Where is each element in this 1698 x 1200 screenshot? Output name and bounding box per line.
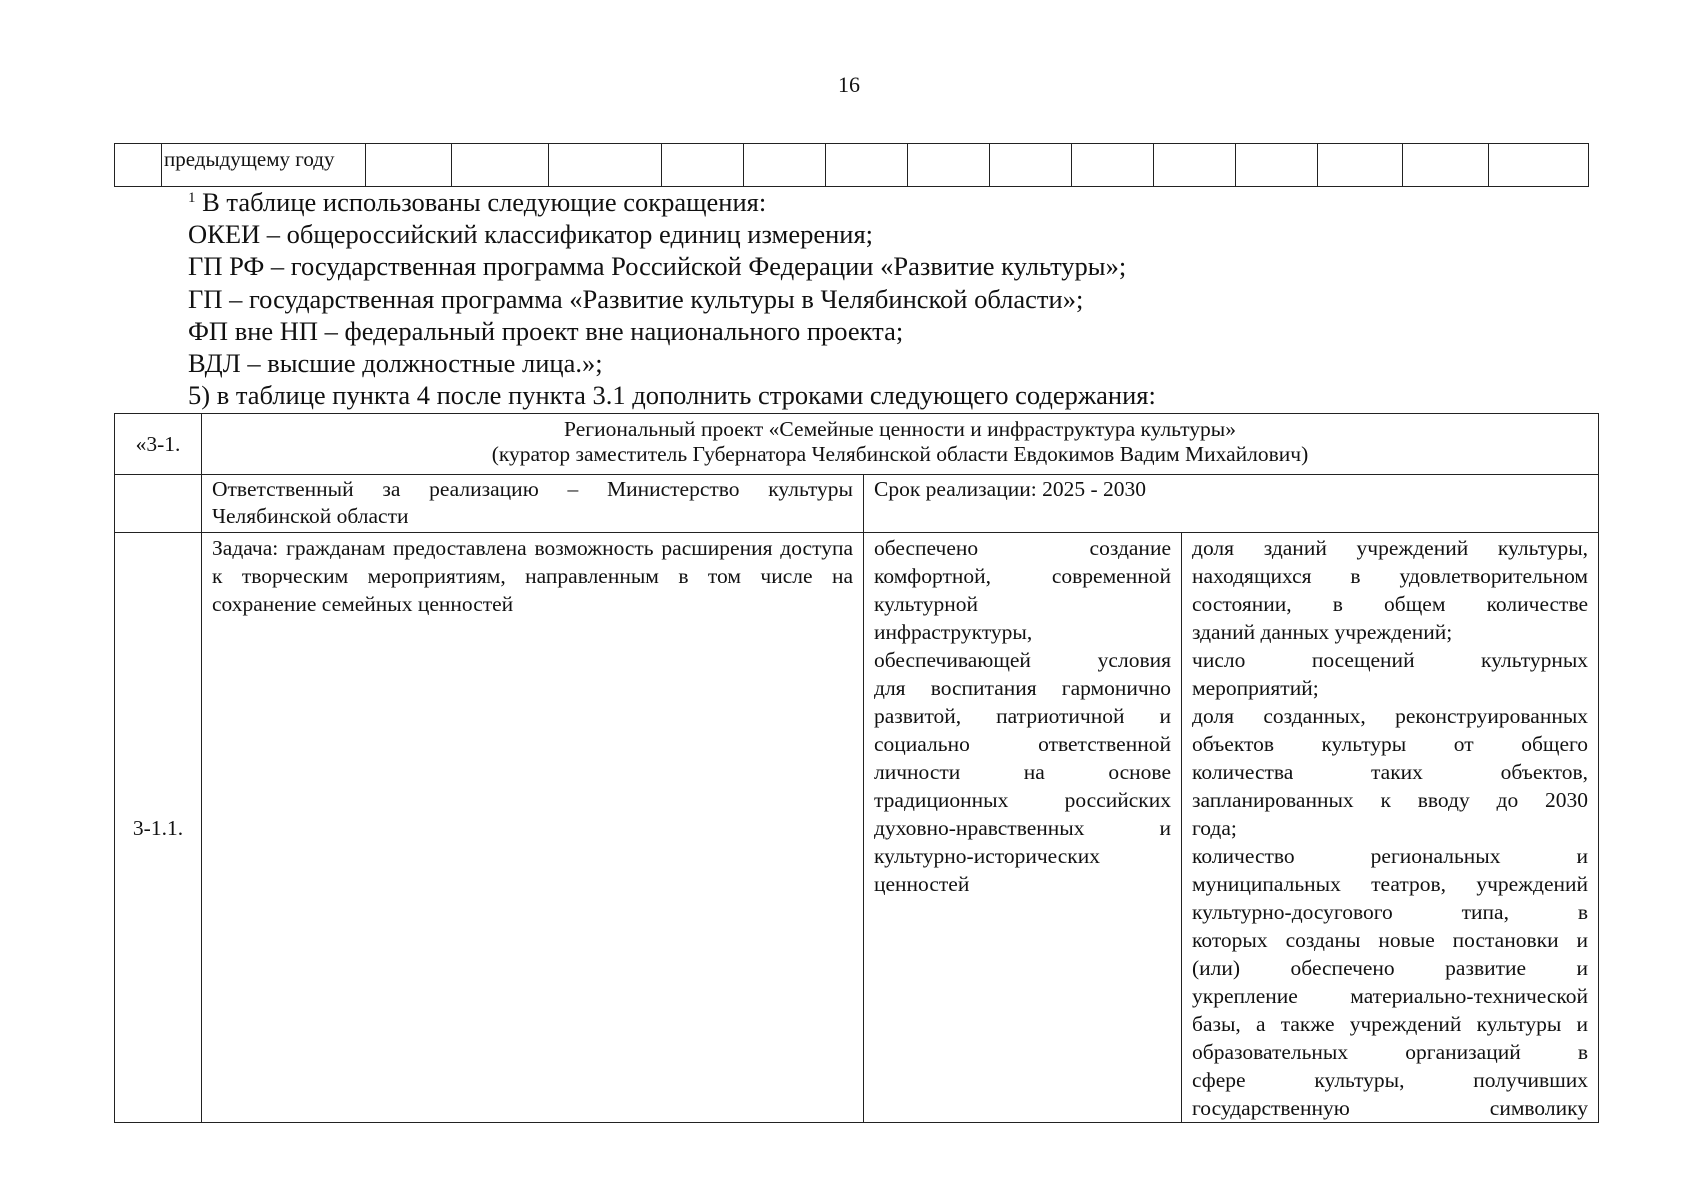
indicator-line: сфере культуры, получивших [1192,1068,1589,1092]
task-cell: Задача: гражданам предоставлена возможность расширения доступа к творческим мероприятиям, направленным в том числе на сохранение семейных ценностей [202,533,864,1123]
indicator-line: доля зданий учреждений культуры, [1192,536,1589,560]
indicator-line: образовательных организаций в [1192,1040,1589,1064]
abbrev-fp: ФП вне НП – федеральный проект вне национального проекта; [188,315,904,346]
table-cell [826,144,908,187]
indicator-line: муниципальных театров, учреждений [1192,872,1589,896]
result-line: духовно-нравственных и [874,816,1171,840]
table-row [115,144,1589,187]
table-cell [1154,144,1236,187]
term-cell: Срок реализации: 2025 - 2030 [864,475,1599,533]
footnote-text: В таблице использованы следующие сокращения: [202,187,767,217]
footnotes [188,186,1156,411]
indicator-line: года; [1192,816,1237,840]
abbrev-vdl: ВДЛ – высшие должностные лица.»; [188,348,603,379]
table-cell [1403,144,1489,187]
row-label: предыдущему году [162,144,366,187]
table-cell [990,144,1072,187]
indicator-line: число посещений культурных [1192,648,1589,672]
table-cell [115,144,162,187]
project-curator: (куратор заместитель Губернатора Челябинской области Евдокимов Вадим Михайлович) [491,442,1309,466]
table-cell [452,144,549,187]
abbrev-gp: ГП – государственная программа «Развитие культуры в Челябинской области»; [188,283,1084,314]
indicator-line: которых созданы новые постановки и [1192,928,1589,952]
indicator-line: базы, а также учреждений культуры и [1192,1012,1589,1036]
footnote-mark: 1 [188,190,196,206]
result-cell [864,533,1182,1123]
indicator-line: доля созданных, реконструированных [1192,704,1589,728]
amendment-item-5: 5) в таблице пункта 4 после пункта 3.1 дополнить строками следующего содержания: [188,380,1156,411]
continuation-table [114,143,1589,187]
table-cell [908,144,990,187]
table-cell [1236,144,1318,187]
result-line: культурно-исторических [874,844,1100,868]
result-line: социально ответственной [874,732,1171,756]
indicator-line: количество региональных и [1192,844,1589,868]
page-number: 16 [838,72,860,97]
result-line: личности на основе [874,760,1171,784]
result-line: обеспечено создание [874,536,1171,560]
indicator-line: количества таких объектов, [1192,760,1589,784]
table-cell [662,144,744,187]
table-cell [1318,144,1403,187]
table-cell [1072,144,1154,187]
indicator-line: (или) обеспечено развитие и [1192,956,1589,980]
table-row [115,475,1599,533]
responsible-cell: Ответственный за реализацию – Министерство культуры Челябинской области [202,475,864,533]
table-cell [366,144,452,187]
result-line: традиционных российских [874,788,1171,812]
result-line: комфортной, современной [874,564,1171,588]
result-line: обеспечивающей условия [874,648,1171,672]
abbrev-okei: ОКЕИ – общероссийский классификатор единиц измерения; [188,219,874,250]
table-cell [115,475,202,533]
indicator-line: запланированных к вводу до 2030 [1192,788,1589,812]
indicator-line: укрепление материально-технической [1192,984,1589,1008]
indicator-line: мероприятий; [1192,676,1319,700]
footnote-line [188,186,1156,218]
project-name: Региональный проект «Семейные ценности и инфраструктура культуры» [564,417,1236,441]
indicator-line: зданий данных учреждений; [1192,620,1453,644]
indicator-line: находящихся в удовлетворительном [1192,564,1589,588]
result-line: развитой, патриотичной и [874,704,1171,728]
row-number: 3-1.1. [115,533,202,1123]
indicators-cell [1182,533,1599,1123]
project-title [202,414,1599,475]
result-line: ценностей [874,872,970,896]
table-row [115,533,1599,1123]
result-line: инфраструктуры, [874,620,1033,644]
table-cell [549,144,662,187]
table-cell [1489,144,1589,187]
project-table [114,413,1599,1123]
indicator-line: состоянии, в общем количестве [1192,592,1589,616]
indicator-line: культурно-досугового типа, в [1192,900,1589,924]
result-line: для воспитания гармонично [874,676,1171,700]
table-row [115,414,1599,475]
table-cell [744,144,826,187]
indicator-line: государственную символику [1192,1096,1589,1120]
row-number: «3-1. [115,414,202,475]
indicator-line: объектов культуры от общего [1192,732,1589,756]
result-line: культурной [874,592,979,616]
abbrev-gp-rf: ГП РФ – государственная программа Российской Федерации «Развитие культуры»; [188,251,1127,282]
